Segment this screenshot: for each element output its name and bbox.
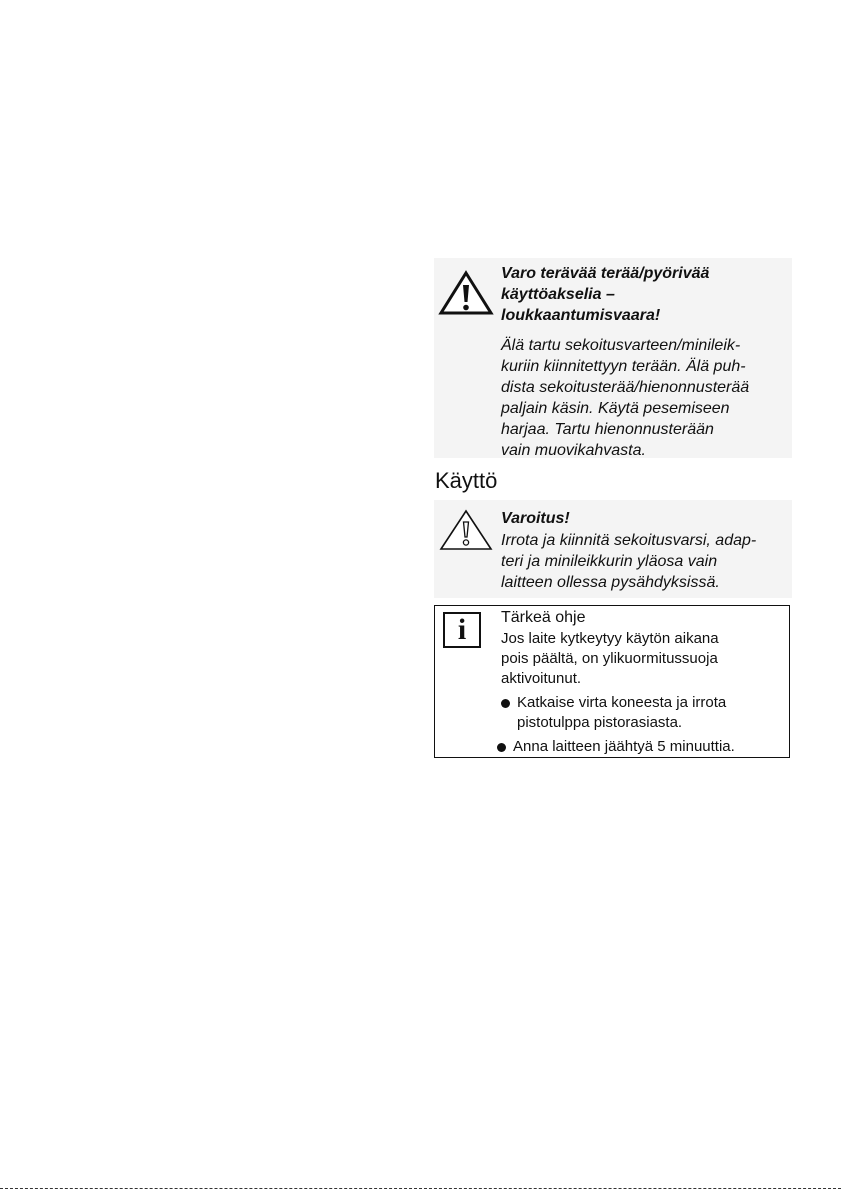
- warning-body: [501, 335, 791, 461]
- warning-triangle-icon: [438, 270, 494, 316]
- warning-title-line: käyttöakselia –: [501, 286, 615, 303]
- bullet-icon: [497, 743, 506, 752]
- important-note-bullets: [497, 693, 789, 757]
- warning-body-line: dista sekoitusterää/hienonnusterää: [501, 379, 750, 396]
- bullet-line: Anna laitteen jäähtyä 5 minuuttia.: [513, 738, 735, 755]
- caution-body-line: teri ja minileikkurin yläosa vain: [501, 553, 718, 570]
- section-heading: Käyttö: [435, 468, 498, 493]
- important-note-title: Tärkeä ohje: [501, 609, 586, 626]
- warning-body-line: harjaa. Tartu hienonnusterään: [501, 421, 714, 438]
- bullet-icon: [501, 699, 510, 708]
- caution-title: Varoitus!: [501, 510, 570, 527]
- important-note-line: pois päältä, on ylikuormitussuoja: [501, 650, 718, 667]
- list-item: [497, 693, 789, 733]
- warning-body-line: Älä tartu sekoitusvarteen/minileik-: [501, 337, 741, 354]
- caution-body-line: laitteen ollessa pysähdyksissä.: [501, 574, 720, 591]
- important-note-line: Jos laite kytkeytyy käytön aikana: [501, 630, 719, 647]
- caution-body: [501, 530, 791, 593]
- warning-body-line: kuriin kiinnitettyyn terään. Älä puh-: [501, 358, 746, 375]
- page-bottom-rule: [0, 1188, 841, 1189]
- info-icon: i: [443, 612, 481, 648]
- list-item: [493, 737, 785, 757]
- warning-title: [501, 263, 791, 326]
- bullet-line: Katkaise virta koneesta ja irrota: [517, 694, 727, 711]
- warning-body-line: paljain käsin. Käytä pesemiseen: [501, 400, 730, 417]
- warning-title-line: Varo terävää terää/pyörivää: [501, 265, 710, 282]
- important-note-box: [434, 605, 790, 758]
- warning-body-line: vain muovikahvasta.: [501, 442, 646, 459]
- caution-triangle-icon: [438, 508, 494, 552]
- caution-body-line: Irrota ja kiinnitä sekoitusvarsi, adap-: [501, 532, 757, 549]
- important-note-line: aktivoitunut.: [501, 670, 582, 687]
- important-note-body: [501, 629, 781, 689]
- bullet-line: pistotulppa pistorasiasta.: [517, 714, 683, 731]
- warning-title-line: loukkaantumisvaara!: [501, 307, 661, 324]
